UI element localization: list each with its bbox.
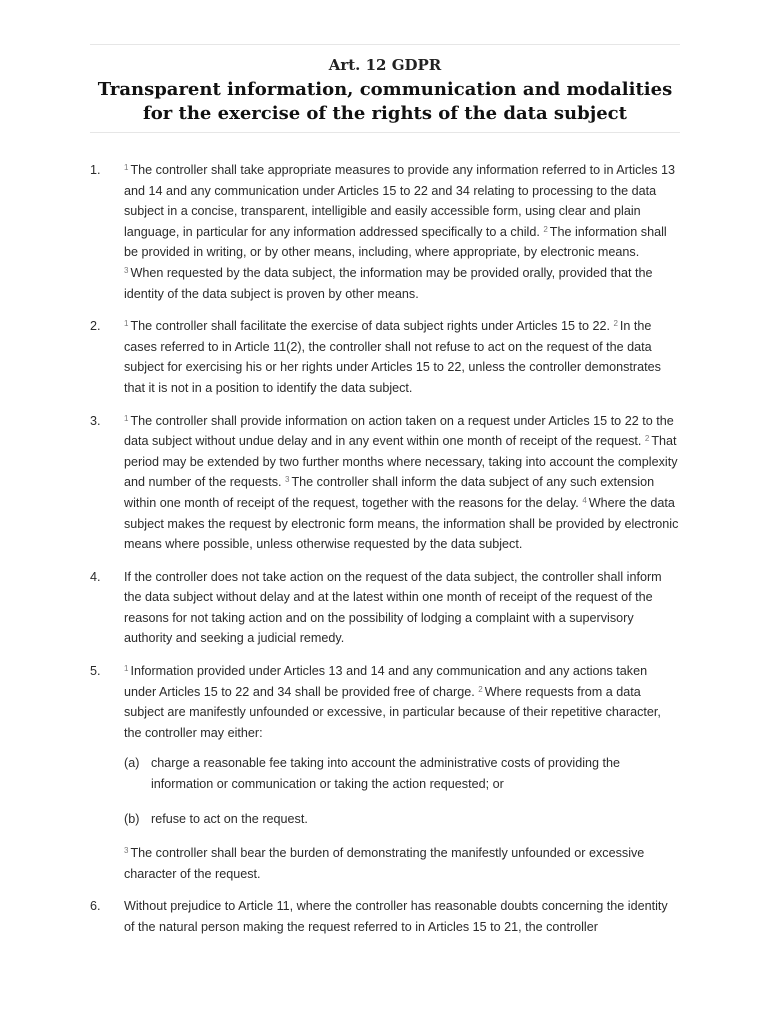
sub-item-list <box>124 753 680 829</box>
sentence-number: 2 <box>478 684 483 694</box>
sentence-number: 3 <box>285 475 290 485</box>
sentence-number: 2 <box>644 434 650 444</box>
paragraph <box>90 411 680 555</box>
sentence-number: 1 <box>124 664 129 674</box>
sub-item <box>124 809 680 830</box>
article-body <box>90 160 680 950</box>
paragraph-number: 3. <box>90 413 101 428</box>
sentence-text: Information provided under Articles 13 and 14 and any communication and any actions taken under Articles 15 to 22 and 34 shall be provided free of charge. <box>124 664 648 699</box>
sentence-number: 2 <box>543 224 548 234</box>
sentence-number: 2 <box>613 319 618 329</box>
sentence-text: The controller shall take appropriate measures to provide any information referred to in Articles 13 and 14 and any communication under Articles 15 to 22 and 34 relating to processing to the data subject in a concise, transparent, intelligible and easily accessible form, using clear and plain language, in particular for any information addressed specifically to a child. <box>124 163 676 239</box>
paragraph-text <box>124 661 680 743</box>
paragraph <box>90 160 680 304</box>
sub-item-label: (b) <box>124 811 140 826</box>
sentence-text: When requested by the data subject, the information may be provided orally, provided that the identity of the data subject is proven by other means. <box>124 265 653 301</box>
sentence-text: If the controller does not take action on the request of the data subject, the controller shall inform the data subject without delay and at the latest within one month of receipt of the request of the reasons for not taking action and on the possibility of lodging a complaint with a supervisory authority and seeking a judicial remedy. <box>124 569 662 646</box>
paragraph-text <box>124 160 680 304</box>
sentence-text: Where the data subject makes the request by electronic form means, the information shall be provided by electronic means where possible, unless otherwise requested by the data subject. <box>124 495 679 552</box>
sentence-text: Without prejudice to Article 11, where the controller has reasonable doubts concerning the identity of the natural person making the request referred to in Articles 15 to 21, the controller <box>124 899 668 934</box>
article-title: Transparent information, communication and modalities for the exercise of the rights of the data subject <box>97 79 673 124</box>
sentence-number: 4 <box>582 495 587 505</box>
sub-item <box>124 753 680 794</box>
sentence-number: 1 <box>124 319 129 329</box>
sentence-number: 1 <box>124 163 129 172</box>
paragraph-text <box>124 567 680 649</box>
sentence-number: 1 <box>124 413 129 423</box>
sub-item-text: charge a reasonable fee taking into account the administrative costs of providing the information or communication or taking the action requested; or <box>151 756 621 792</box>
sentence-text: That period may be extended by two further months where necessary, taking into account the complexity and number of the requests. <box>124 434 678 490</box>
sentence-text: The information shall be provided in writing, or by other means, including, where appropriate, by electronic means. <box>124 224 667 260</box>
paragraph-number: 2. <box>90 319 101 334</box>
paragraph-list <box>90 160 680 938</box>
sentence-text: The controller shall bear the burden of demonstrating the manifestly unfounded or excessive character of the request. <box>124 846 645 881</box>
sentence-text: In the cases referred to in Article 11(2), the controller shall not refuse to act on the request of the data subject for exercising his or her rights under Articles 15 to 22, unless the controller demonstrates that it is not in a position to identify the data subject. <box>124 319 661 395</box>
sentence-text: The controller shall provide information on action taken on a request under Articles 15 to 22 to the data subject without undue delay and in any event within one month of receipt of the request. <box>124 413 674 449</box>
paragraph <box>90 661 680 884</box>
sub-item-label: (a) <box>124 756 140 771</box>
paragraph <box>90 896 680 937</box>
paragraph-closing-text <box>124 843 680 884</box>
sentence-text: The controller shall inform the data subject of any such extension within one month of receipt of the request, together with the reasons for the delay. <box>124 475 655 510</box>
sentence-text: The controller shall facilitate the exercise of data subject rights under Articles 15 to 22. <box>130 319 610 334</box>
paragraph <box>90 316 680 398</box>
paragraph-text <box>124 896 680 937</box>
paragraph-number: 6. <box>90 899 101 914</box>
article-number: Art. 12 GDPR <box>328 56 442 74</box>
sentence-number: 3 <box>124 846 129 856</box>
sentence-text: Where requests from a data subject are manifestly unfounded or excessive, in particular because of their repetitive character, the controller may either: <box>124 684 661 740</box>
sentence-number: 3 <box>124 265 129 275</box>
paragraph-number: 1. <box>90 163 101 177</box>
paragraph-text <box>124 316 680 398</box>
paragraph-number: 4. <box>90 569 101 584</box>
paragraph-text <box>124 411 680 555</box>
article-header <box>90 44 680 133</box>
sub-item-text: refuse to act on the request. <box>151 811 308 826</box>
paragraph <box>90 567 680 649</box>
paragraph-number: 5. <box>90 664 101 679</box>
